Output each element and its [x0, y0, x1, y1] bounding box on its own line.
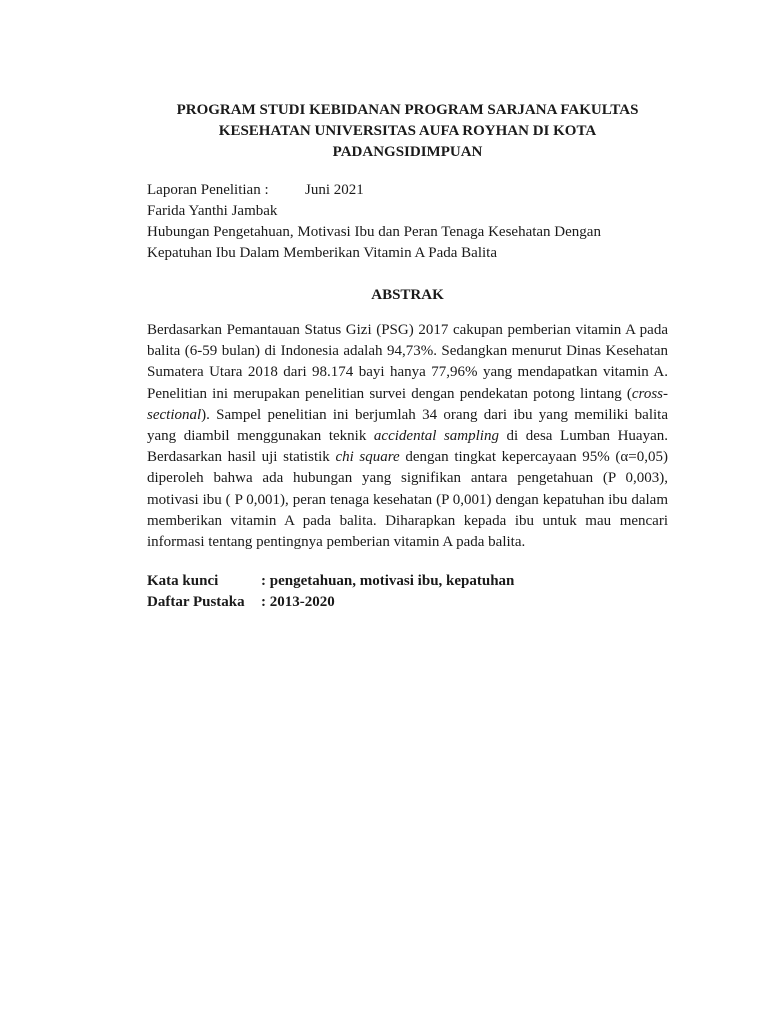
- author-name: Farida Yanthi Jambak: [147, 203, 278, 219]
- abstract-text-4: dengan tingkat kepercayaan 95% (α=0,05) diperoleh bahwa ada hubungan yang signifikan antara pengetahuan (P 0,003), motivasi ibu ( P 0,001), peran tenaga kesehatan (P 0,001) dengan kepatuhan ibu dalam memberikan vitamin A pada balita. Diharapkan kepada ibu untuk mau mencari informasi tentang pentingnya pemberian vitamin A pada balita.: [147, 449, 668, 551]
- research-title: Hubungan Pengetahuan, Motivasi Ibu dan Peran Tenaga Kesehatan Dengan Kepatuhan Ibu Dalam Memberikan Vitamin A Pada Balita: [147, 224, 601, 261]
- references-label: Daftar Pustaka: [147, 594, 245, 611]
- report-label: Laporan Penelitian :: [147, 182, 269, 198]
- abstract-italic-cross-sectional: cross-sectional: [147, 385, 668, 423]
- abstract-heading: ABSTRAK: [371, 287, 444, 303]
- abstract-italic-accidental-sampling: accidental sampling: [373, 428, 499, 445]
- keywords-block: [147, 571, 668, 613]
- report-line: [147, 180, 668, 201]
- keywords-label: Kata kunci: [147, 573, 219, 590]
- document-page: [147, 100, 668, 613]
- report-date: Juni 2021: [305, 182, 364, 198]
- abstract-text-2: ). Sampel penelitian ini berjumlah 34 orang dari ibu yang memiliki balita yang diambil menggunakan teknik: [147, 406, 668, 445]
- report-meta: [147, 180, 668, 264]
- document-title: PROGRAM STUDI KEBIDANAN PROGRAM SARJANA FAKULTAS KESEHATAN UNIVERSITAS AUFA ROYHAN DI KOTA PADANGSIDIMPUAN: [176, 102, 639, 160]
- keywords-row: [147, 571, 668, 592]
- abstract-text-3: di desa Lumban Huayan. Berdasarkan hasil uji statistik: [147, 428, 668, 466]
- references-value: : 2013-2020: [261, 594, 335, 611]
- abstract-text-1: Berdasarkan Pemantauan Status Gizi (PSG) 2017 cakupan pemberian vitamin A pada balita (6-59 bulan) di Indonesia adalah 94,73%. Sedangkan menurut Dinas Kesehatan Sumatera Utara 2018 dari 98.174 bayi hanya 77,96% yang mendapatkan vitamin A. Penelitian ini merupakan penelitian survei dengan pendekatan potong lintang (: [147, 322, 668, 402]
- keywords-value: : pengetahuan, motivasi ibu, kepatuhan: [261, 573, 515, 590]
- abstract-body: [147, 320, 668, 553]
- references-row: [147, 592, 668, 613]
- abstract-italic-chi-square: chi square: [335, 449, 400, 466]
